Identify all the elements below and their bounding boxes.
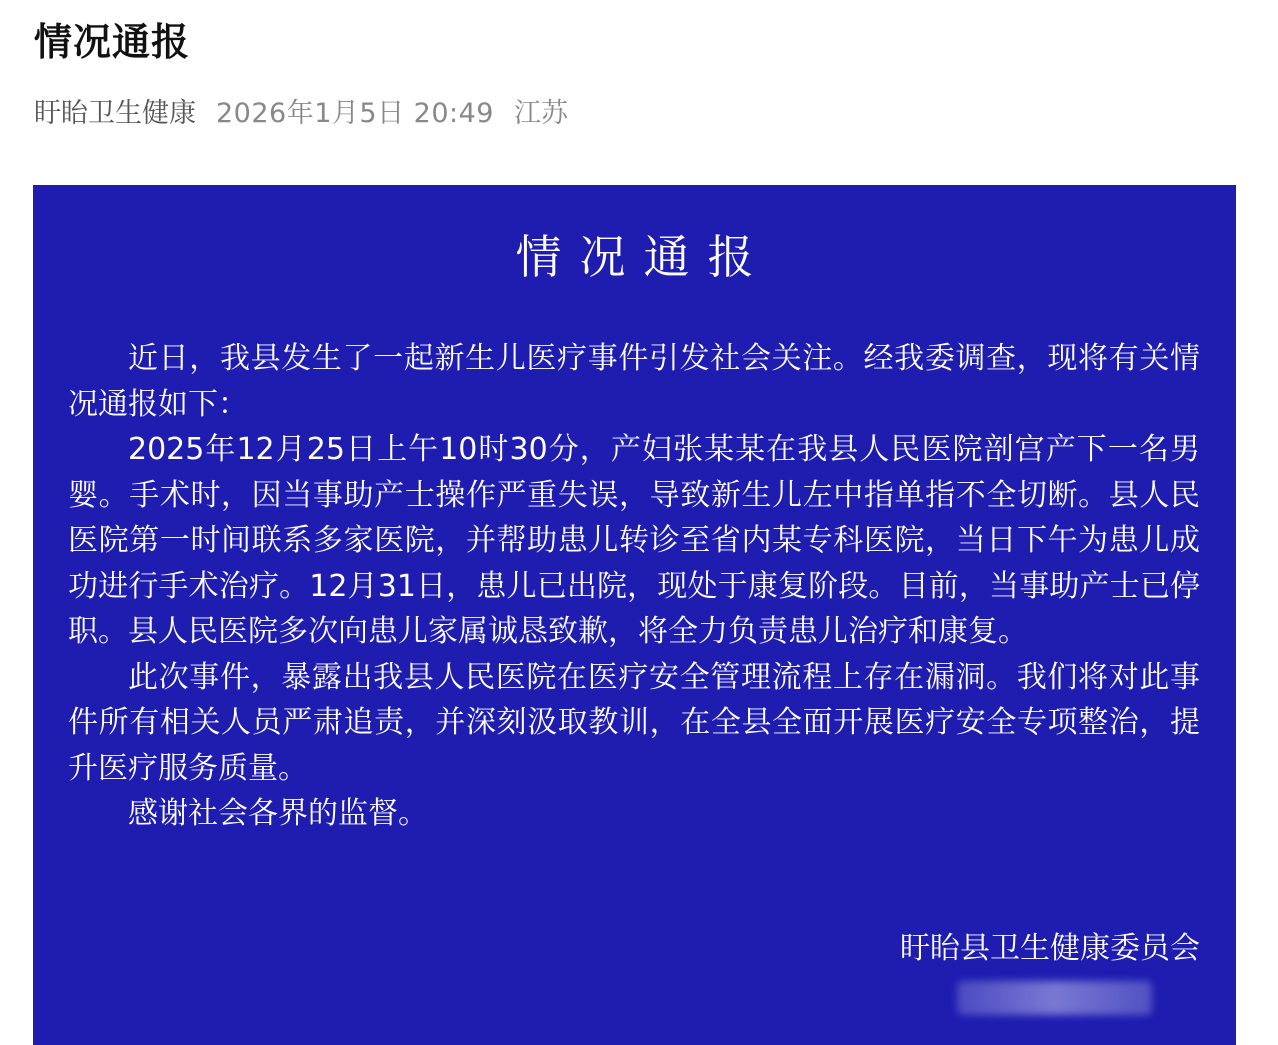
publish-datetime: 2026年1月5日 20:49 bbox=[216, 97, 494, 129]
notice-paragraph: 近日，我县发生了一起新生儿医疗事件引发社会关注。经我委调查，现将有关情况通报如下： bbox=[68, 341, 1200, 422]
article-meta bbox=[34, 92, 568, 128]
publish-location: 江苏 bbox=[513, 97, 568, 129]
notice-paragraph: 感谢社会各界的监督。 bbox=[128, 796, 428, 831]
notice-image[interactable] bbox=[33, 185, 1236, 1045]
account-name-link[interactable]: 盱眙卫生健康 bbox=[34, 97, 196, 129]
notice-signer: 盱眙县卫生健康委员会 bbox=[900, 931, 1200, 966]
notice-heading: 情况通报 bbox=[515, 230, 772, 284]
article-title: 情况通报 bbox=[34, 20, 191, 64]
notice-body bbox=[68, 336, 1200, 837]
blurred-date-mark bbox=[957, 981, 1152, 1015]
notice-paragraph: 此次事件，暴露出我县人民医院在医疗安全管理流程上存在漏洞。我们将对此事件所有相关人员严肃追责，并深刻汲取教训，在全县全面开展医疗安全专项整治，提升医疗服务质量。 bbox=[68, 659, 1200, 786]
notice-paragraph: 2025年12月25日上午10时30分，产妇张某某在我县人民医院剖宫产下一名男婴。手术时，因当事助产士操作严重失误，导致新生儿左中指单指不全切断。县人民医院第一时间联系多家医院，并帮助患儿转诊至省内某专科医院，当日下午为患儿成功进行手术治疗。12月31日，患儿已出院，现处于康复阶段。目前，当事助产士已停职。县人民医院多次向患儿家属诚恳致歉，将全力负责患儿治疗和康复。 bbox=[68, 432, 1200, 649]
